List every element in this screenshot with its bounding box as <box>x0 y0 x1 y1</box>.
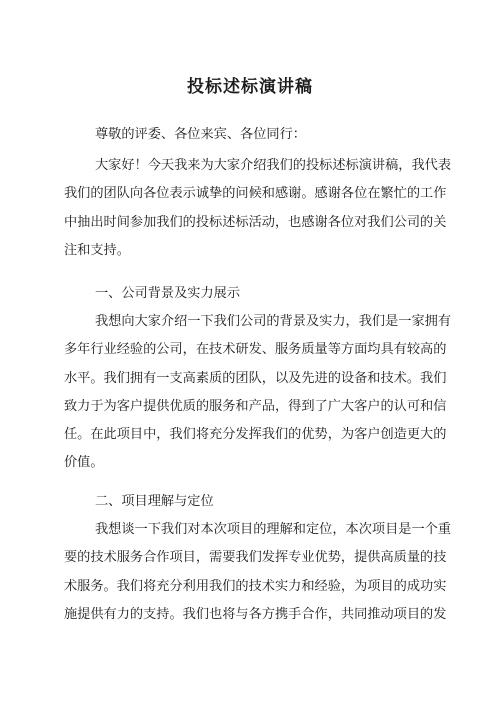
text-line: 术服务。我们将充分利用我们的技术实力和经验，为项目的成功实 <box>64 578 447 594</box>
text-line: 大家好！今天我来为大家介绍我们的投标述标演讲稿，我代表 <box>95 158 452 173</box>
paragraph-company <box>64 308 452 478</box>
section-heading-2: 二、项目理解与定位 <box>95 494 214 509</box>
text-line: 多年行业经验的公司，在技术研发、服务质量等方面均具有较高的 <box>64 342 447 358</box>
text-line: 价值。 <box>64 455 104 471</box>
paragraph-intro <box>64 152 452 265</box>
text-line: 致力于为客户提供优质的服务和产品，得到了广大客户的认可和信 <box>64 398 447 414</box>
text-line: 中抽出时间参加我们的投标述标活动，也感谢各位对我们公司的关 <box>64 214 447 230</box>
text-line: 任。在此项目中，我们将充分发挥我们的优势，为客户创造更大的 <box>64 427 447 443</box>
page-title: 投标述标演讲稿 <box>187 77 313 97</box>
salutation: 尊敬的评委、各位来宾、各位同行： <box>95 127 306 142</box>
text-line: 水平。我们拥有一支高素质的团队，以及先进的设备和技术。我们 <box>64 370 447 386</box>
section-heading-1: 一、公司背景及实力展示 <box>95 286 241 301</box>
text-line: 要的技术服务合作项目，需要我们发挥专业优势，提供高质量的技 <box>64 550 447 566</box>
text-line: 我想谈一下我们对本次项目的理解和定位，本次项目是一个重 <box>95 522 452 537</box>
text-line: 施提供有力的支持。我们也将与各方携手合作，共同推动项目的发 <box>64 606 447 622</box>
text-line: 我想向大家介绍一下我们公司的背景及实力，我们是一家拥有 <box>95 314 452 329</box>
text-line: 注和支持。 <box>64 242 130 258</box>
paragraph-project <box>64 516 452 629</box>
text-line: 我们的团队向各位表示诚挚的问候和感谢。感谢各位在繁忙的工作 <box>64 186 447 202</box>
